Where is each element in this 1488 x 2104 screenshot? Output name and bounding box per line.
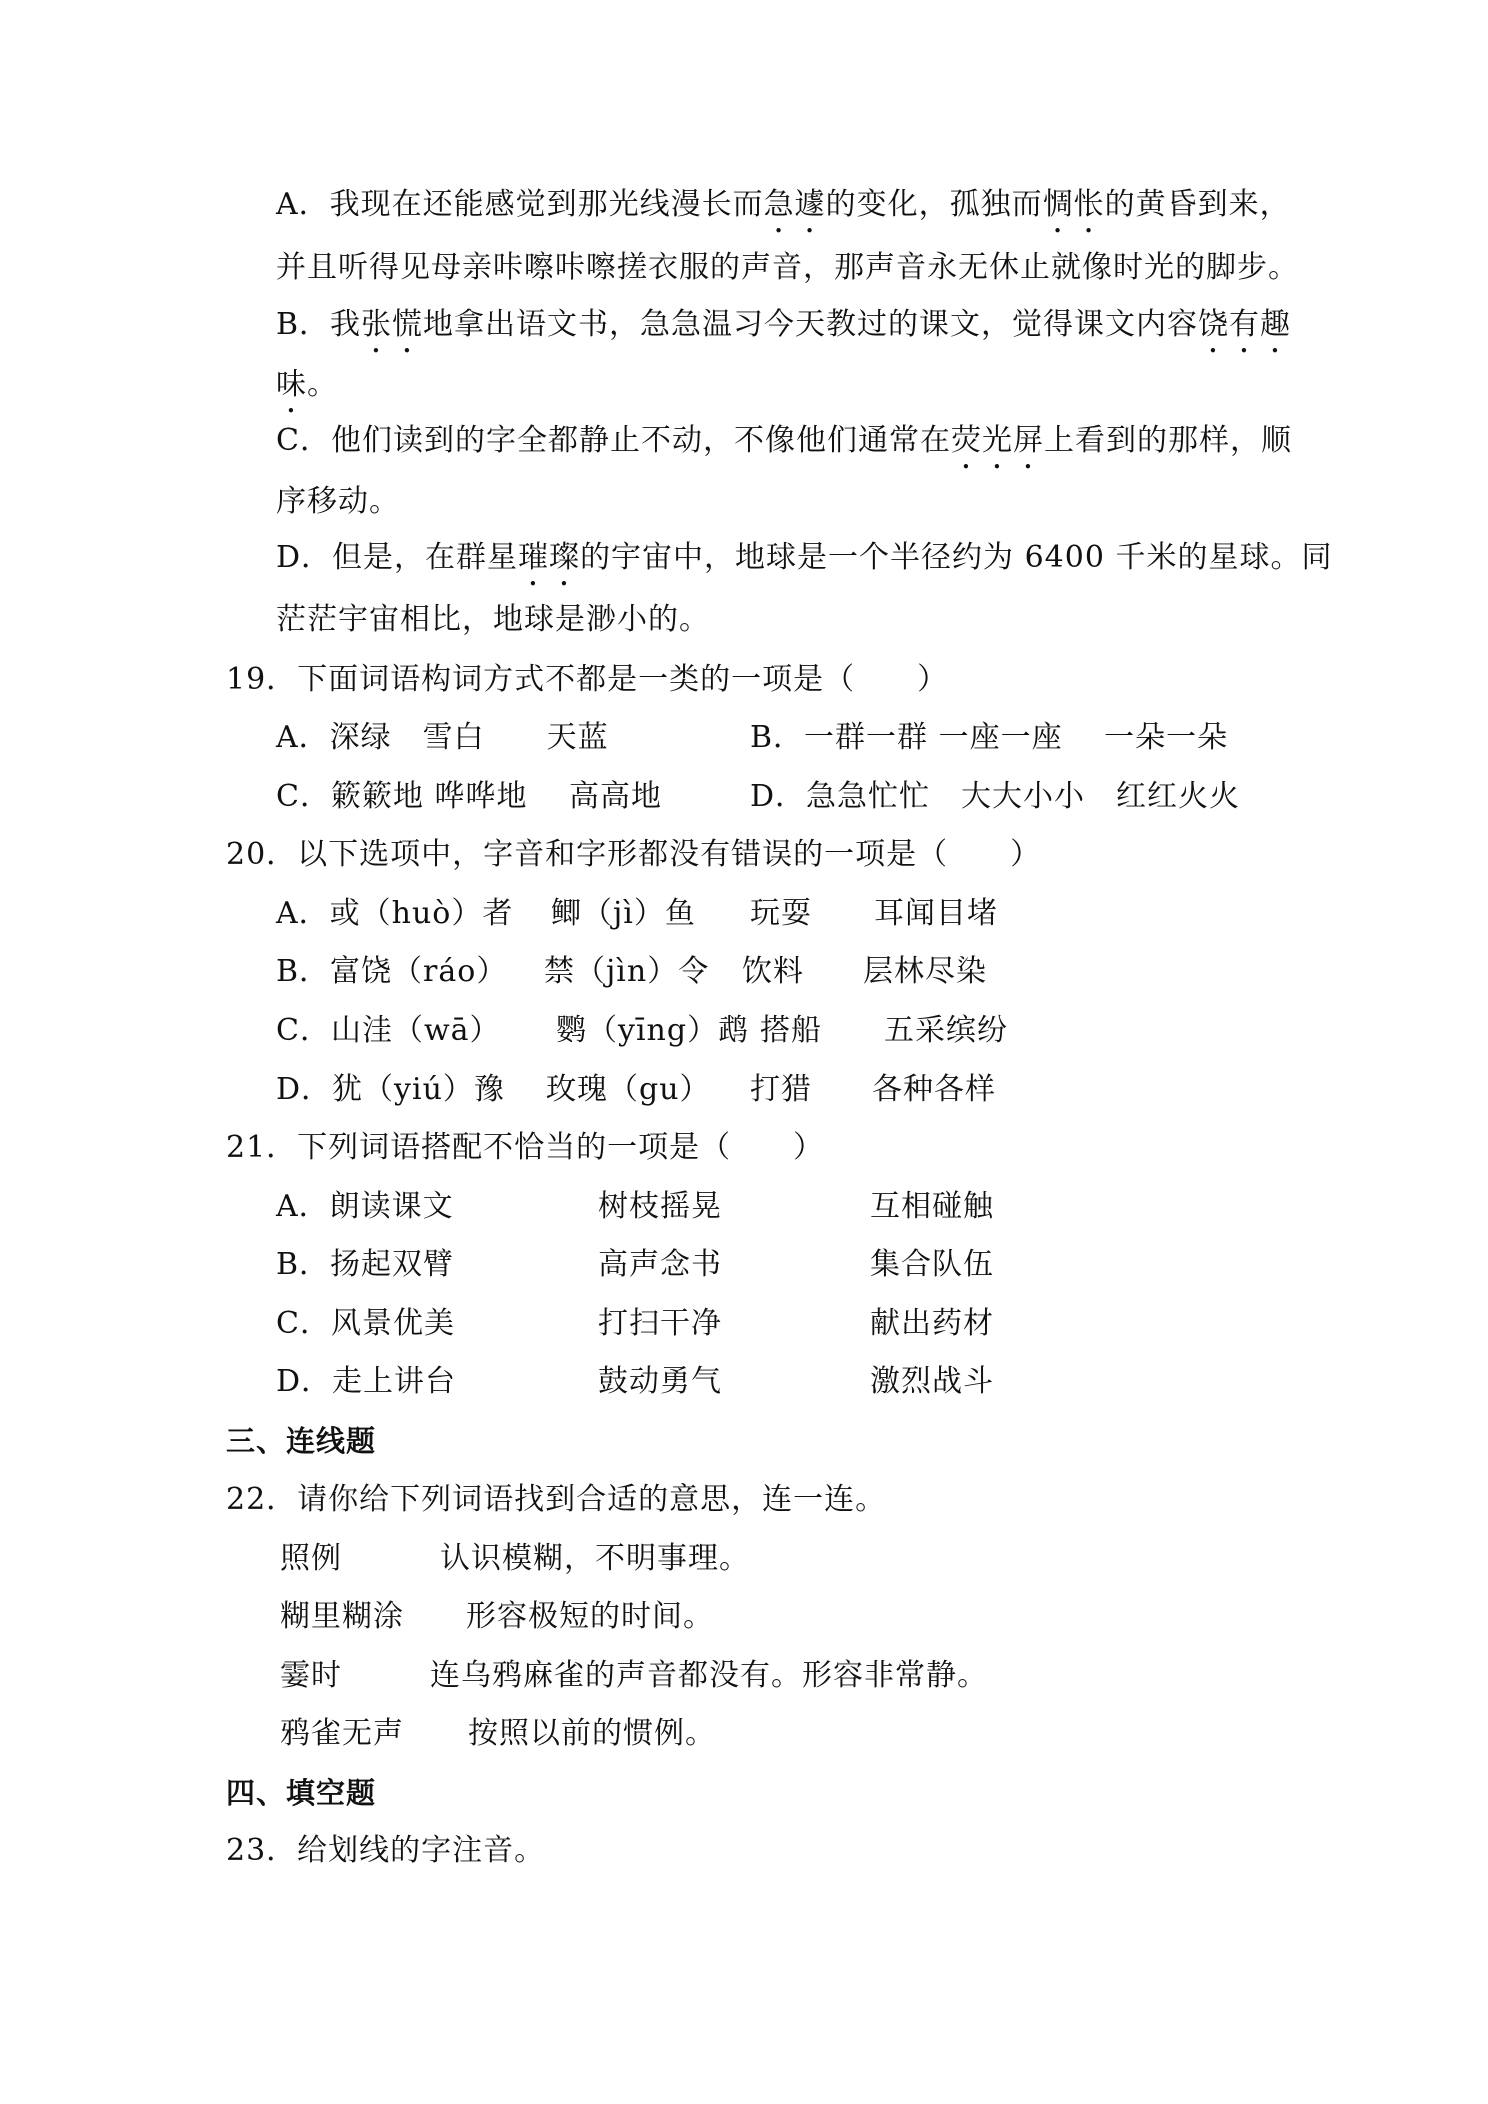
match-definition: 形容极短的时间。 xyxy=(466,1599,714,1634)
match-definition: 按照以前的惯例。 xyxy=(468,1716,716,1751)
q18-option-c-line1 xyxy=(276,421,1292,476)
option-part: 鼓动勇气 xyxy=(598,1364,722,1399)
option-part: 打猎 xyxy=(750,1072,812,1107)
q21-option-a xyxy=(276,1187,1276,1227)
option-part: 打扫干净 xyxy=(598,1306,722,1341)
option-part: 饮料 xyxy=(742,954,804,989)
match-term: 鸦雀无声 xyxy=(280,1716,404,1751)
option-part: 互相碰触 xyxy=(870,1189,994,1224)
q19-option-a: A．深绿 雪白 天蓝 xyxy=(276,720,609,755)
q20-option-d xyxy=(276,1070,1276,1110)
option-part: 搭船 xyxy=(760,1013,822,1048)
q20-option-c xyxy=(276,1011,1276,1051)
text: 上看到的那样，顺 xyxy=(1043,423,1292,458)
q22-stem: 22．请你给下列词语找到合适的意思，连一连。 xyxy=(226,1482,887,1517)
dotted-word: 饶有趣 xyxy=(1198,307,1292,342)
q23-stem: 23．给划线的字注音。 xyxy=(226,1833,546,1868)
option-part: 激烈战斗 xyxy=(870,1364,994,1399)
q21-option-b xyxy=(276,1245,1276,1285)
section-heading-matching: 三、连线题 xyxy=(226,1424,377,1458)
option-part: 鲫（jì）鱼 xyxy=(551,896,696,931)
q18-option-c-line2: 序移动。 xyxy=(276,484,400,519)
dotted-word: 荧光屏 xyxy=(950,423,1044,458)
option-part: 鹦（yīng）鹉 xyxy=(556,1013,750,1048)
q18-option-d-line2: 茫茫宇宙相比，地球是渺小的。 xyxy=(276,602,710,637)
option-part: 集合队伍 xyxy=(870,1247,994,1282)
q20-option-a xyxy=(276,894,1276,934)
option-part: 五采缤纷 xyxy=(884,1013,1008,1048)
match-term: 霎时 xyxy=(280,1658,342,1693)
option-part: C．山洼（wā） xyxy=(276,1013,501,1048)
q22-match-row xyxy=(280,1597,1280,1637)
q20-stem: 20．以下选项中，字音和字形都没有错误的一项是（ ） xyxy=(226,837,1042,872)
text: 。 xyxy=(307,367,338,402)
q22-match-row xyxy=(280,1656,1280,1696)
option-part: 树枝摇晃 xyxy=(598,1189,722,1224)
q19-stem: 19．下面词语构词方式不都是一类的一项是（ ） xyxy=(226,662,949,697)
q21-option-d xyxy=(276,1362,1276,1402)
q18-option-b-line1 xyxy=(276,305,1291,360)
q18-option-a-line2: 并且听得见母亲咔嚓咔嚓搓衣服的声音，那声音永无休止就像时光的脚步。 xyxy=(276,250,1299,285)
option-part: 献出药材 xyxy=(870,1306,994,1341)
match-definition: 认识模糊，不明事理。 xyxy=(440,1541,750,1576)
text: B．我 xyxy=(276,307,362,342)
match-definition: 连乌鸦麻雀的声音都没有。形容非常静。 xyxy=(430,1658,988,1693)
dotted-word: 急遽 xyxy=(763,187,826,222)
q18-option-a-line1 xyxy=(276,185,1291,240)
text: A．我现在还能感觉到那光线漫长而 xyxy=(276,187,764,222)
text: 的宇宙中，地球是一个半径约为 6400 千米的星球。同 xyxy=(580,540,1333,575)
option-part: 耳闻目堵 xyxy=(874,896,998,931)
option-part: 玫瑰（gu） xyxy=(546,1072,711,1107)
text: C．他们读到的字全都静止不动，不像他们通常在 xyxy=(276,423,951,458)
option-part: 层林尽染 xyxy=(863,954,987,989)
option-part: C．风景优美 xyxy=(276,1306,455,1341)
q18-option-b-line2 xyxy=(276,365,338,420)
text: 的黄昏到来， xyxy=(1104,187,1291,222)
dotted-word: 惆怅 xyxy=(1042,187,1105,222)
option-part: B．扬起双臂 xyxy=(276,1247,455,1282)
option-part: D．犹（yiú）豫 xyxy=(276,1072,505,1107)
dotted-word: 张慌 xyxy=(361,307,424,342)
q20-option-b xyxy=(276,952,1276,992)
q18-option-d-line1 xyxy=(276,538,1332,593)
dotted-word: 璀璨 xyxy=(518,540,581,575)
text: 地拿出语文书，急急温习今天教过的课文，觉得课文内容 xyxy=(423,307,1199,342)
q19-option-c: C．簌簌地 哗哗地 高高地 xyxy=(276,779,663,814)
q19-option-b: B．一群一群 一座一座 一朵一朵 xyxy=(750,720,1229,755)
q22-match-row xyxy=(280,1539,1280,1579)
option-part: 玩耍 xyxy=(750,896,812,931)
q22-match-row xyxy=(280,1714,1280,1754)
option-part: 各种各样 xyxy=(872,1072,996,1107)
option-part: A．或（huò）者 xyxy=(276,896,514,931)
option-part: 禁（jìn）令 xyxy=(544,954,710,989)
option-part: B．富饶（ráo） xyxy=(276,954,508,989)
text: D．但是，在群星 xyxy=(276,540,519,575)
dotted-word: 味 xyxy=(276,367,307,402)
q21-option-c xyxy=(276,1304,1276,1344)
text: 的变化，孤独而 xyxy=(825,187,1043,222)
option-part: D．走上讲台 xyxy=(276,1364,457,1399)
section-heading-fill-in: 四、填空题 xyxy=(226,1776,377,1810)
option-part: 高声念书 xyxy=(598,1247,722,1282)
q21-stem: 21．下列词语搭配不恰当的一项是（ ） xyxy=(226,1130,825,1165)
match-term: 照例 xyxy=(280,1541,342,1576)
match-term: 糊里糊涂 xyxy=(280,1599,404,1634)
option-part: A．朗读课文 xyxy=(276,1189,454,1224)
q19-option-d: D．急急忙忙 大大小小 红红火火 xyxy=(750,779,1241,814)
